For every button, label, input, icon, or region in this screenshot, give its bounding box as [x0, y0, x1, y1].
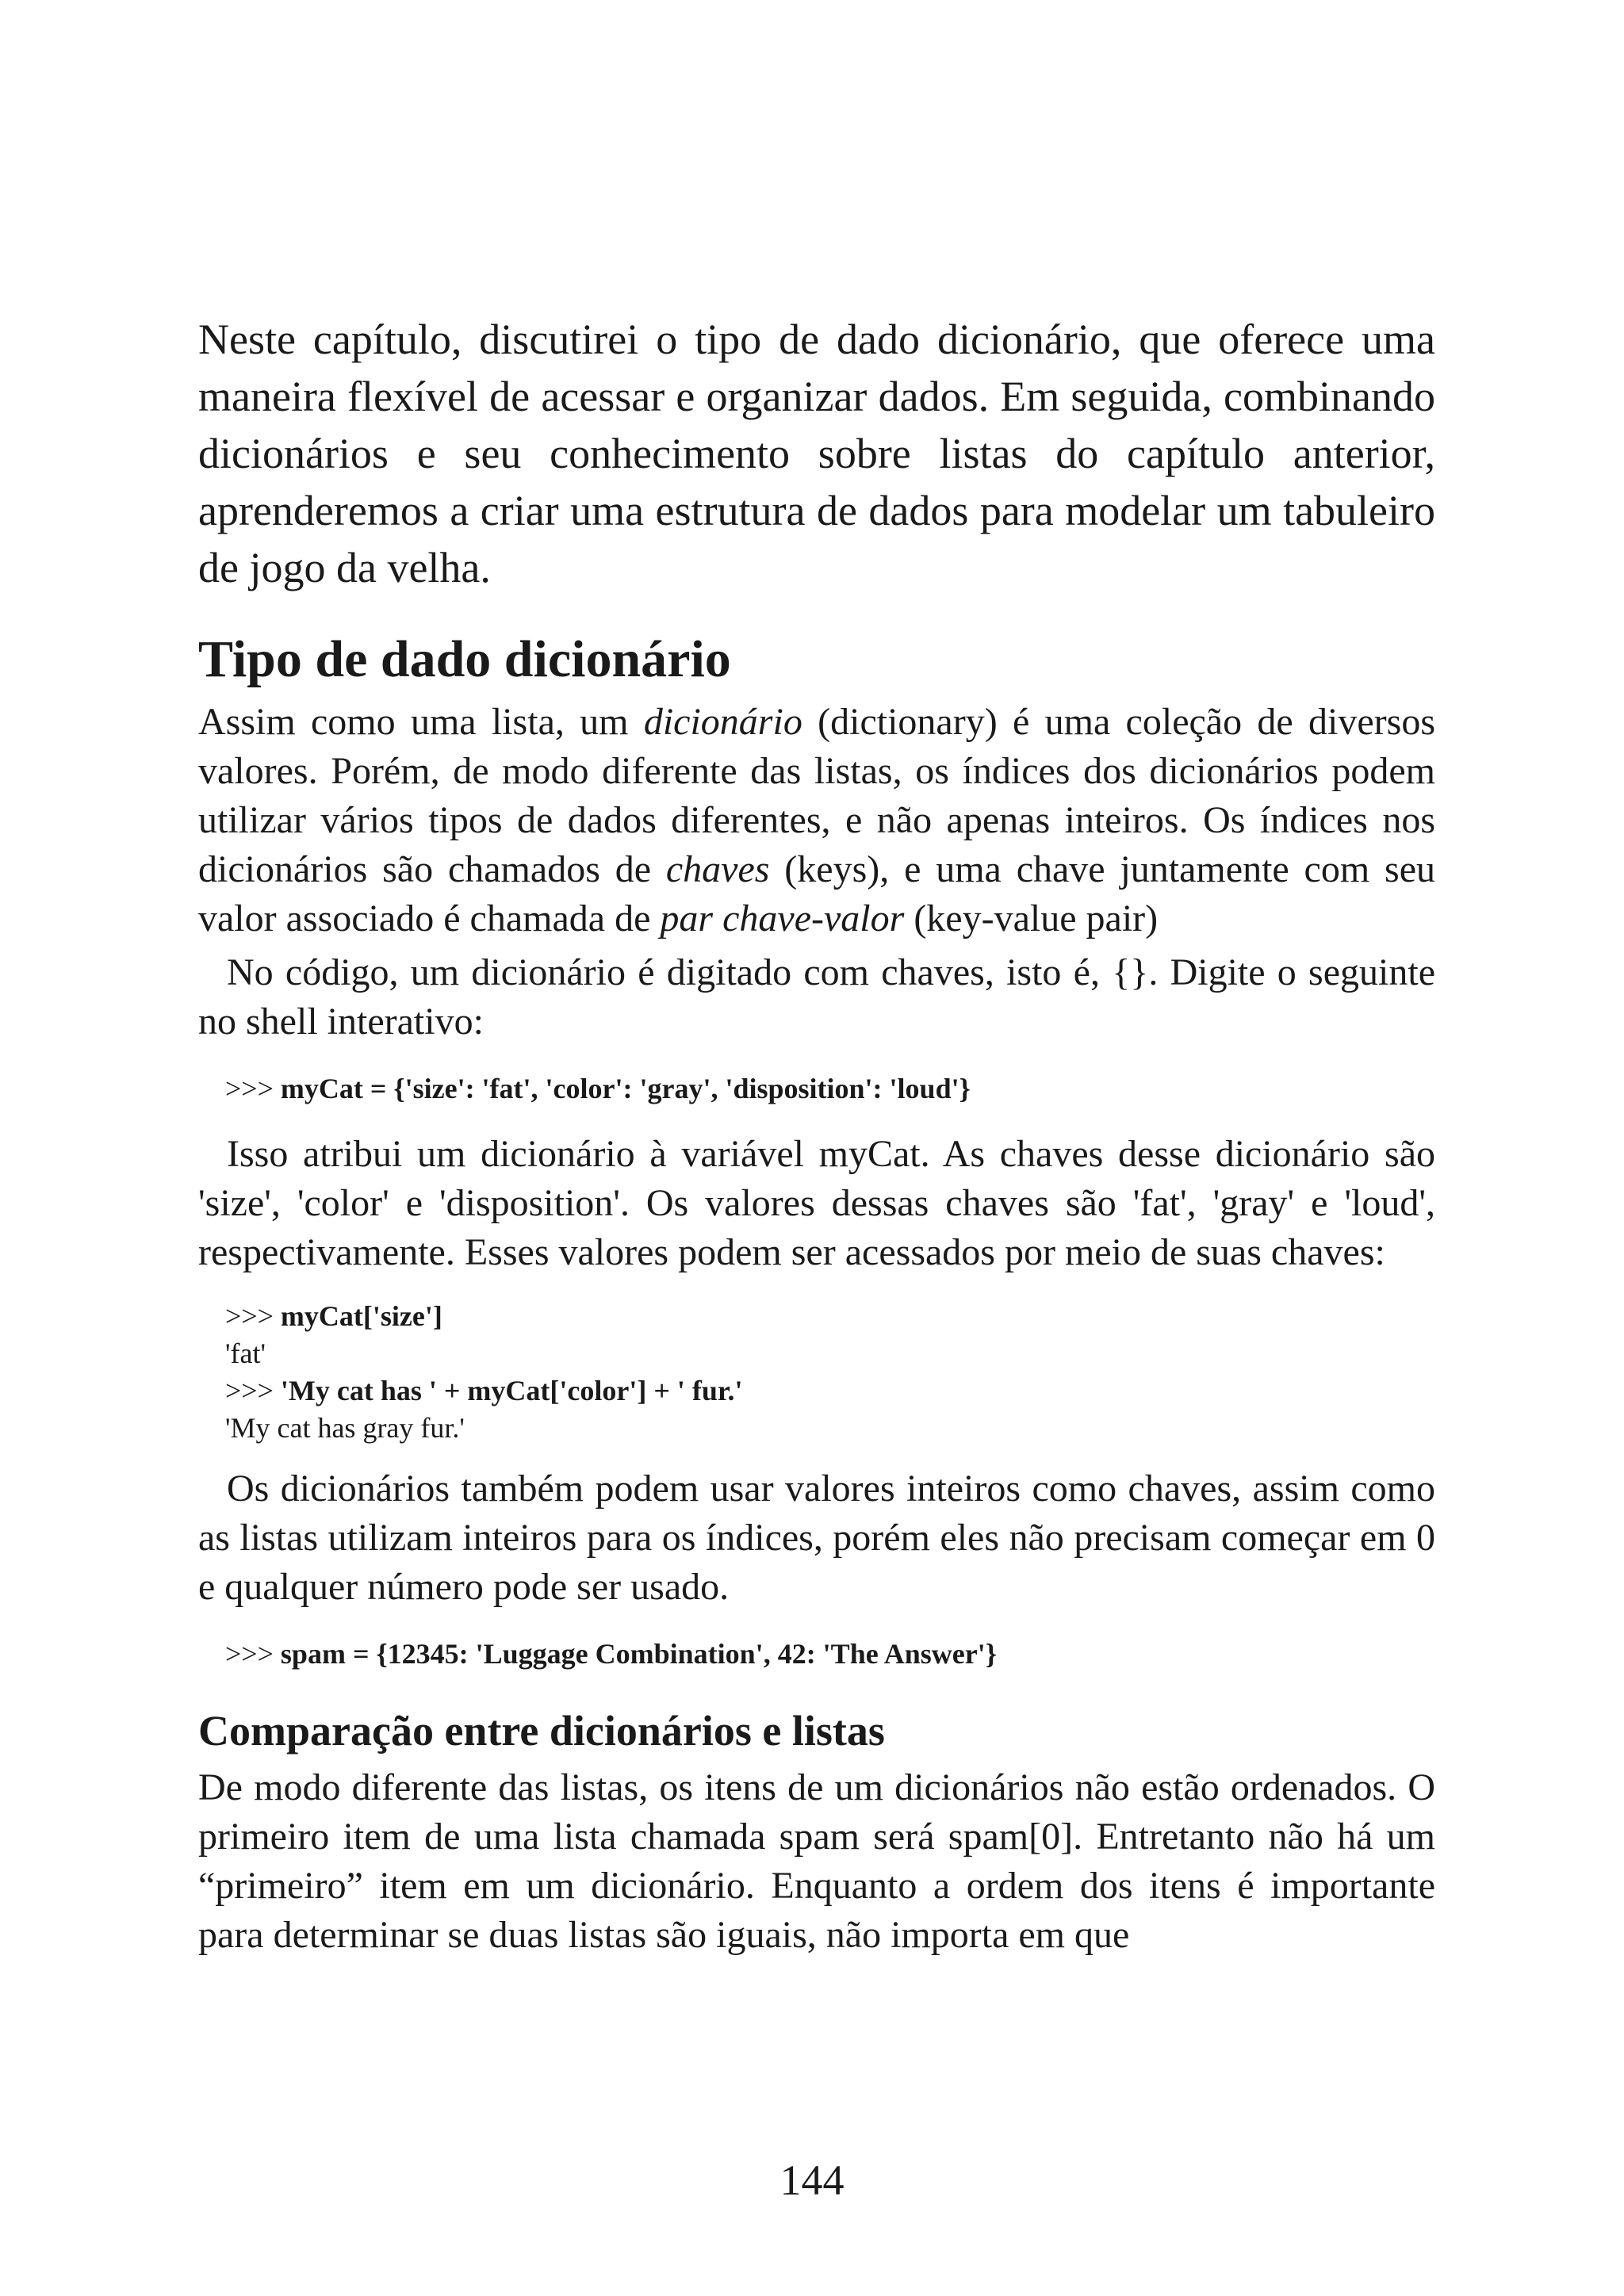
code-prompt: >>> [225, 1073, 281, 1104]
code-line [225, 1298, 1435, 1335]
page-number: 144 [779, 2156, 845, 2204]
code-prompt: >>> [225, 1638, 281, 1670]
code-prompt: >>> [225, 1375, 281, 1406]
code-command: myCat = {'size': 'fat', 'color': 'gray', 'disposition': 'loud'} [280, 1073, 971, 1104]
code-command: 'My cat has ' + myCat['color'] + ' fur.' [280, 1375, 743, 1406]
code-line [225, 1372, 1435, 1410]
text-run: (key-value pair) [904, 897, 1159, 939]
code-block-spam [225, 1636, 1435, 1673]
paragraph-comparacao: De modo diferente das listas, os itens de um dicionários não estão ordenados. O primeiro item de uma lista chamada spam será spam[0]. Entretanto não há um “primeiro” item em um dicionário. Enquanto a ordem dos itens é importante para determinar se duas listas são iguais, não importa em que [198, 1766, 1435, 1956]
term-par-chave-valor: par chave-valor [660, 897, 905, 939]
paragraph-myCat-explicacao: Isso atribui um dicionário à variável myCat. As chaves desse dicionário são 'size', 'color' e 'disposition'. Os valores dessas chaves são 'fat', 'gray' e 'loud', respectivamente. Esses valores podem ser acessados por meio de suas chaves: [198, 1133, 1435, 1273]
text-run: Assim como uma lista, um [198, 701, 644, 743]
section-heading-comparacao: Comparação entre dicionários e listas [198, 1707, 885, 1755]
code-output: 'fat' [225, 1337, 266, 1369]
paragraph-dicionario-definicao [198, 698, 1435, 943]
term-dicionario: dicionário [643, 701, 802, 743]
paragraph-inteiros-chaves: Os dicionários também podem usar valores inteiros como chaves, assim como as listas utilizam inteiros para os índices, porém eles não precisam começar em 0 e qualquer número pode ser usado. [198, 1468, 1435, 1608]
intro-paragraph: Neste capítulo, discutirei o tipo de dado dicionário, que oferece uma maneira flexível de acessar e organizar dados. Em seguida, combinando dicionários e seu conhecimento sobre listas do capítulo anterior, aprenderemos a criar uma estrutura de dados para modelar um tabuleiro de jogo da velha. [198, 316, 1435, 591]
section-heading-tipo-de-dado: Tipo de dado dicionário [198, 630, 731, 688]
paragraph-codigo-chaves: No código, um dicionário é digitado com chaves, isto é, {}. Digite o seguinte no shell interativo: [198, 951, 1435, 1043]
code-line [225, 1070, 1435, 1108]
code-output: 'My cat has gray fur.' [225, 1412, 465, 1444]
code-block-mycat [225, 1070, 1435, 1108]
code-line [225, 1636, 1435, 1673]
page-content [198, 0, 1435, 1960]
text-run: (dictionary) é uma coleção de diversos valores. Porém, de modo diferente das listas, os índices dos dicionários podem utilizar vários tipos de dados diferentes, e não apenas inteiros. Os índices nos dicionários são chamados de [198, 701, 1436, 890]
code-command: myCat['size'] [280, 1300, 442, 1332]
code-block-mycat-access [225, 1298, 1435, 1447]
text-run: (keys), e uma chave juntamente com seu valor associado é chamada de [198, 848, 1436, 939]
term-chaves: chaves [665, 848, 770, 890]
code-prompt: >>> [225, 1300, 281, 1332]
code-command: spam = {12345: 'Luggage Combination', 42: 'The Answer'} [280, 1638, 997, 1670]
